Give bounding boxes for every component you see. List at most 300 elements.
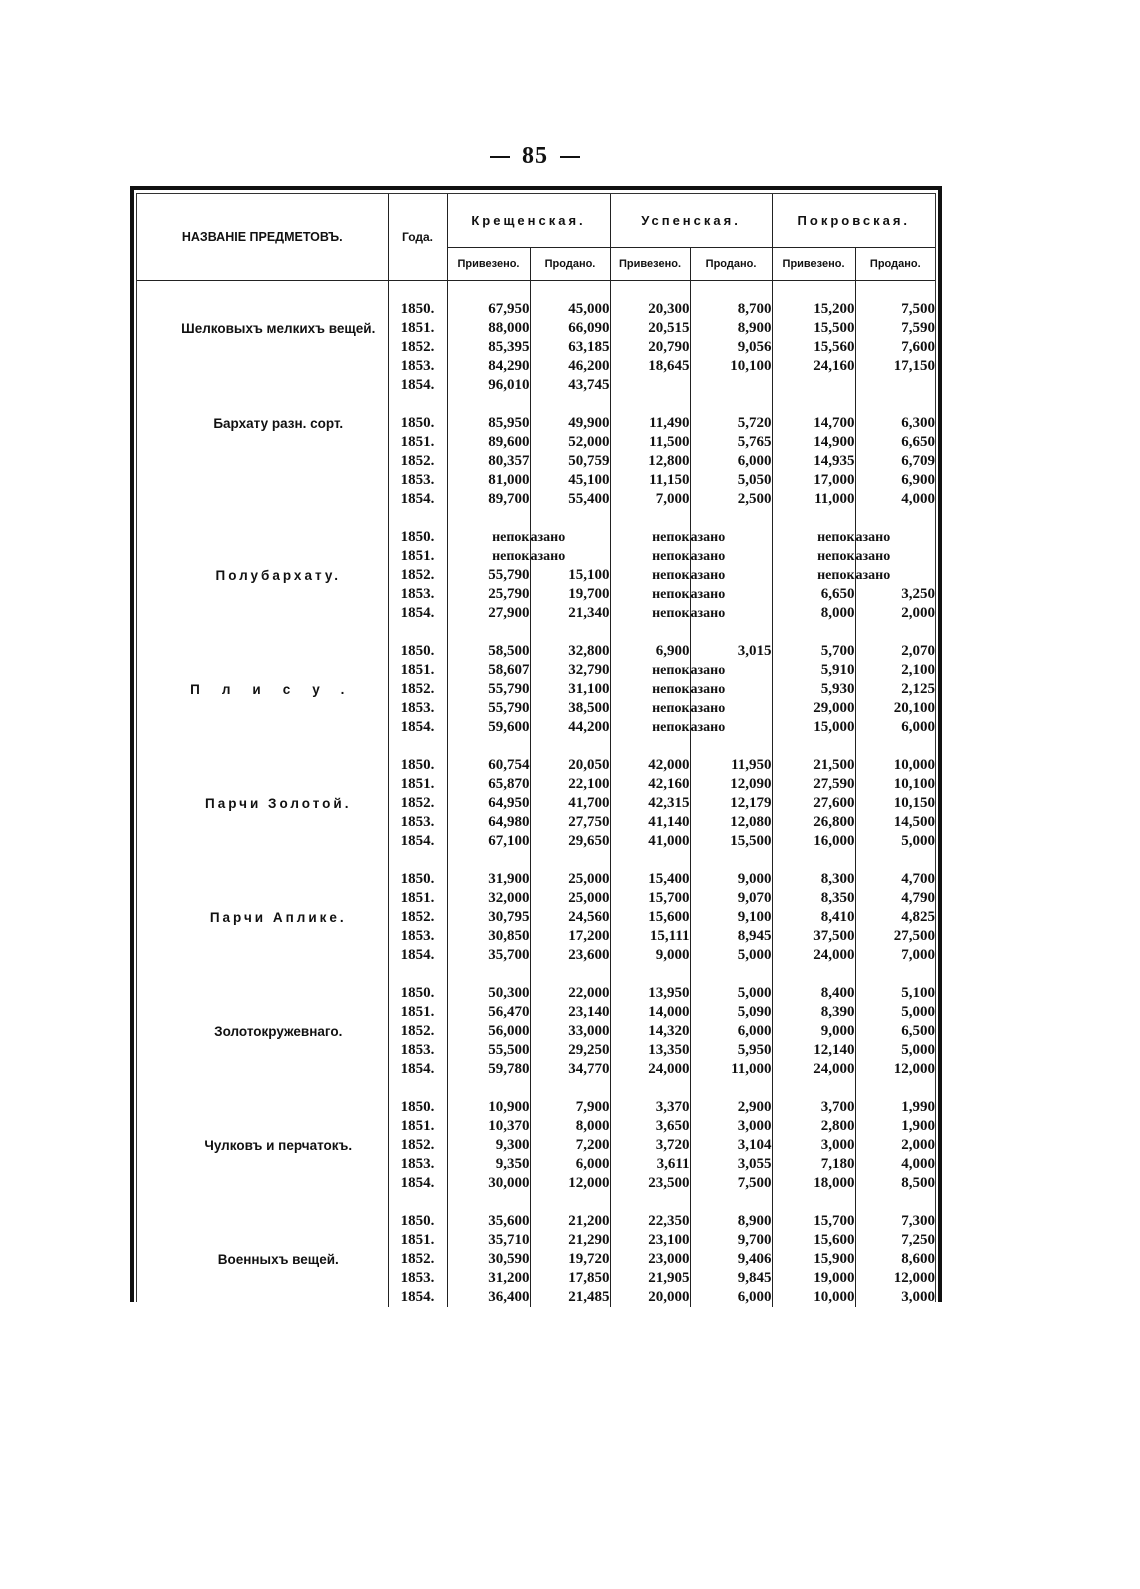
sold-value: 1,990 [901, 1099, 936, 1115]
brought-value: 27,590 [772, 775, 855, 794]
brought-value: 14,320 [610, 1022, 690, 1041]
sold-value: 31,100 [530, 680, 610, 699]
empty-cell [855, 509, 935, 528]
not-shown-cell: непок [610, 680, 690, 699]
empty-cell [855, 1193, 935, 1212]
sold-value: 5,765 [690, 433, 772, 452]
empty-cell [447, 851, 530, 870]
brought-value: 23,500 [610, 1174, 690, 1193]
brought-value: 17,000 [772, 471, 855, 490]
year-cell: 1851. [388, 1231, 447, 1250]
sold-value: 5,090 [690, 1003, 772, 1022]
brought-value: 15,500 [772, 319, 855, 338]
brought-value: 13,350 [610, 1041, 690, 1060]
sold-value: 12,179 [690, 794, 772, 813]
sold-value: 63,185 [530, 338, 610, 357]
empty-cell [388, 509, 447, 528]
brought-value: 31,900 [447, 870, 530, 889]
brought-value: 26,800 [772, 813, 855, 832]
brought-value: 24,160 [772, 357, 855, 376]
brought-value: 56,000 [447, 1022, 530, 1041]
brought-value: 31,200 [447, 1269, 530, 1288]
not-shown-cell: непок [447, 547, 530, 566]
year-cell: 1852. [388, 794, 447, 813]
empty-cell [610, 509, 690, 528]
brought-value: 89,700 [447, 490, 530, 509]
item-name: Военныхъ вещей. [217, 1252, 339, 1267]
year-cell: 1853. [388, 927, 447, 946]
sold-value: 12,080 [690, 813, 772, 832]
item-name-cell [137, 1098, 388, 1193]
empty-cell [530, 395, 610, 414]
brought-value: 41,000 [610, 832, 690, 851]
empty-cell [855, 1079, 935, 1098]
year-cell: 1851. [388, 661, 447, 680]
empty-cell [447, 623, 530, 642]
sold-value: 3,015 [690, 642, 772, 661]
sold-value: 7,250 [901, 1232, 936, 1248]
empty-cell [388, 1079, 447, 1098]
not-shown-cell: азано [690, 680, 772, 699]
brought-value: 80,357 [447, 452, 530, 471]
empty-cell [690, 1193, 772, 1212]
table-row [137, 642, 935, 661]
table-row [137, 984, 935, 1003]
sold-value: 6,900 [901, 472, 936, 488]
brought-value: 35,700 [447, 946, 530, 965]
brought-value: 42,160 [610, 775, 690, 794]
sold-value: 12,000 [530, 1174, 610, 1193]
header-item-name: НАЗВАНІЕ ПРЕДМЕТОВЪ. [137, 194, 388, 281]
sold-value: 17,850 [530, 1269, 610, 1288]
brought-value: 65,870 [447, 775, 530, 794]
empty-cell [690, 965, 772, 984]
year-cell: 1854. [388, 376, 447, 395]
empty-cell [137, 737, 388, 756]
brought-value: 21,905 [610, 1269, 690, 1288]
brought-value: 5,700 [772, 642, 855, 661]
brought-value: 55,790 [447, 566, 530, 585]
brought-value: 67,950 [447, 300, 530, 319]
header-brought: Привезено. [610, 247, 690, 280]
item-name-cell [137, 756, 388, 851]
dash-left [490, 156, 510, 158]
brought-value: 30,850 [447, 927, 530, 946]
empty-cell [690, 1079, 772, 1098]
year-cell: 1853. [388, 585, 447, 604]
brought-value: 8,390 [772, 1003, 855, 1022]
year-cell: 1853. [388, 813, 447, 832]
year-cell: 1850. [388, 756, 447, 775]
empty-cell [772, 1079, 855, 1098]
sold-value: 32,800 [530, 642, 610, 661]
year-cell: 1851. [388, 1117, 447, 1136]
brought-value: 18,645 [610, 357, 690, 376]
brought-value: 10,000 [772, 1288, 855, 1307]
empty-cell [772, 281, 855, 301]
sold-value: 5,000 [901, 1042, 936, 1058]
empty-cell [772, 509, 855, 528]
item-name-cell [137, 414, 388, 509]
sold-value: 3,000 [901, 1289, 936, 1305]
sold-value: 20,050 [530, 756, 610, 775]
sold-value: 7,200 [530, 1136, 610, 1155]
sold-value: 12,090 [690, 775, 772, 794]
sold-value: 5,000 [901, 1004, 936, 1020]
sold-value: 8,600 [901, 1251, 936, 1267]
brought-value: 14,700 [772, 414, 855, 433]
brought-value: 55,790 [447, 680, 530, 699]
brought-value: 18,000 [772, 1174, 855, 1193]
brought-value: 85,395 [447, 338, 530, 357]
empty-cell [610, 1079, 690, 1098]
sold-value: 6,709 [901, 453, 936, 469]
sold-value: 22,100 [530, 775, 610, 794]
item-name: Парчи Золотой. [205, 796, 352, 811]
brought-value: 10,370 [447, 1117, 530, 1136]
sold-value: 5,000 [690, 946, 772, 965]
empty-cell [772, 395, 855, 414]
sold-value: 6,000 [690, 1288, 772, 1307]
brought-value: 3,650 [610, 1117, 690, 1136]
spacer-row [137, 965, 935, 984]
empty-cell [610, 1193, 690, 1212]
sold-value: 52,000 [530, 433, 610, 452]
empty-cell [610, 395, 690, 414]
empty-cell [388, 395, 447, 414]
brought-value: 3,700 [772, 1098, 855, 1117]
empty-cell [388, 851, 447, 870]
brought-value: 37,500 [772, 927, 855, 946]
sold-value: 9,700 [690, 1231, 772, 1250]
empty-cell [137, 965, 388, 984]
sold-value: 49,900 [530, 414, 610, 433]
not-shown-cell: азано [690, 566, 772, 585]
sold-value: 4,790 [901, 890, 936, 906]
brought-value [610, 376, 690, 395]
table-row [137, 870, 935, 889]
year-cell: 1850. [388, 414, 447, 433]
brought-value: 12,140 [772, 1041, 855, 1060]
sold-value: 10,100 [893, 776, 936, 792]
table-body [137, 281, 935, 1308]
frame-border-right [938, 186, 942, 1302]
sold-value: 5,050 [690, 471, 772, 490]
fair-goods-table [137, 194, 935, 1307]
year-cell: 1850. [388, 870, 447, 889]
item-name: Парчи Аплике. [209, 910, 347, 925]
sold-value: 24,560 [530, 908, 610, 927]
brought-value: 15,000 [772, 718, 855, 737]
spacer-row [137, 851, 935, 870]
brought-value: 50,300 [447, 984, 530, 1003]
not-shown-cell: азано [690, 699, 772, 718]
brought-value: 16,000 [772, 832, 855, 851]
sold-value: 19,700 [530, 585, 610, 604]
sold-value: 29,250 [530, 1041, 610, 1060]
sold-value: 4,000 [901, 491, 936, 507]
header-sold: Продано. [530, 247, 610, 280]
sold-value [855, 376, 935, 395]
year-cell: 1853. [388, 1155, 447, 1174]
spacer-row [137, 1079, 935, 1098]
brought-value: 12,800 [610, 452, 690, 471]
sold-value: 6,000 [530, 1155, 610, 1174]
sold-value: 6,300 [901, 415, 936, 431]
brought-value: 36,400 [447, 1288, 530, 1307]
sold-value: 45,000 [530, 300, 610, 319]
sold-value: 17,150 [893, 358, 936, 374]
sold-value: 10,000 [893, 757, 936, 773]
brought-value: 81,000 [447, 471, 530, 490]
brought-value: 58,500 [447, 642, 530, 661]
brought-value: 88,000 [447, 319, 530, 338]
empty-cell [772, 851, 855, 870]
spacer-row [137, 395, 935, 414]
frame-border-top [130, 186, 942, 190]
empty-cell [447, 737, 530, 756]
year-cell: 1852. [388, 1250, 447, 1269]
brought-value: 32,000 [447, 889, 530, 908]
item-name-cell [137, 1212, 388, 1307]
brought-value: 9,000 [772, 1022, 855, 1041]
sold-value: 8,700 [690, 300, 772, 319]
empty-cell [610, 737, 690, 756]
year-cell: 1850. [388, 1098, 447, 1117]
item-name: Бархату разн. сорт. [213, 416, 344, 431]
empty-cell [137, 623, 388, 642]
sold-value: 21,290 [530, 1231, 610, 1250]
year-cell: 1851. [388, 319, 447, 338]
not-shown-cell: непок [772, 547, 855, 566]
brought-value: 15,700 [610, 889, 690, 908]
empty-cell [610, 851, 690, 870]
sold-value: 45,100 [530, 471, 610, 490]
brought-value: 23,100 [610, 1231, 690, 1250]
year-cell: 1854. [388, 1060, 447, 1079]
empty-cell [447, 281, 530, 301]
year-cell: 1853. [388, 1269, 447, 1288]
empty-cell [137, 1193, 388, 1212]
sold-value: 19,720 [530, 1250, 610, 1269]
brought-value: 42,315 [610, 794, 690, 813]
year-cell: 1851. [388, 889, 447, 908]
brought-value: 8,000 [772, 604, 855, 623]
empty-cell [772, 737, 855, 756]
empty-cell [137, 281, 388, 301]
sold-value: 2,000 [901, 1137, 936, 1153]
empty-cell [530, 623, 610, 642]
empty-cell [530, 509, 610, 528]
frame-border-left [130, 186, 134, 1302]
page-number-text: 85 [522, 143, 548, 169]
brought-value: 35,600 [447, 1212, 530, 1231]
sold-value: 8,900 [690, 1212, 772, 1231]
sold-value: 4,700 [901, 871, 936, 887]
empty-cell [530, 1193, 610, 1212]
not-shown-cell: непок [772, 528, 855, 547]
empty-cell [610, 281, 690, 301]
brought-value: 58,607 [447, 661, 530, 680]
not-shown-cell: азано [690, 528, 772, 547]
year-cell: 1851. [388, 1003, 447, 1022]
not-shown-cell: непок [610, 585, 690, 604]
empty-cell [690, 395, 772, 414]
brought-value: 13,950 [610, 984, 690, 1003]
empty-cell [137, 395, 388, 414]
sold-value: 2,125 [901, 681, 936, 697]
sold-value: 9,406 [690, 1250, 772, 1269]
sold-value: 10,100 [690, 357, 772, 376]
sold-value: 55,400 [530, 490, 610, 509]
empty-cell [447, 1193, 530, 1212]
sold-value: 5,720 [690, 414, 772, 433]
year-cell: 1850. [388, 984, 447, 1003]
brought-value: 14,000 [610, 1003, 690, 1022]
brought-value: 15,600 [610, 908, 690, 927]
sold-value: 9,100 [690, 908, 772, 927]
sold-value: 23,600 [530, 946, 610, 965]
empty-cell [772, 623, 855, 642]
brought-value: 67,100 [447, 832, 530, 851]
sold-value: 9,070 [690, 889, 772, 908]
header-year: Года. [388, 194, 447, 281]
brought-value: 15,600 [772, 1231, 855, 1250]
sold-value: 23,140 [530, 1003, 610, 1022]
brought-value: 8,410 [772, 908, 855, 927]
not-shown-cell: непок [610, 718, 690, 737]
brought-value: 30,000 [447, 1174, 530, 1193]
sold-value: 34,770 [530, 1060, 610, 1079]
sold-value: 14,500 [893, 814, 936, 830]
brought-value: 6,900 [610, 642, 690, 661]
sold-value: 6,000 [690, 452, 772, 471]
sold-value: 27,750 [530, 813, 610, 832]
sold-value: 46,200 [530, 357, 610, 376]
not-shown-cell: непок [610, 604, 690, 623]
brought-value: 89,600 [447, 433, 530, 452]
year-cell: 1853. [388, 1041, 447, 1060]
empty-cell [137, 851, 388, 870]
brought-value: 30,795 [447, 908, 530, 927]
header-fair-kreshchenskaya: Крещенская. [447, 194, 610, 247]
brought-value: 3,000 [772, 1136, 855, 1155]
empty-cell [610, 623, 690, 642]
brought-value: 59,600 [447, 718, 530, 737]
year-cell: 1853. [388, 471, 447, 490]
sold-value: 12,000 [893, 1061, 936, 1077]
brought-value: 64,980 [447, 813, 530, 832]
brought-value: 5,930 [772, 680, 855, 699]
empty-cell [447, 509, 530, 528]
empty-cell [530, 851, 610, 870]
year-cell: 1852. [388, 1136, 447, 1155]
sold-value: 21,340 [530, 604, 610, 623]
table-row [137, 528, 935, 547]
item-name-cell [137, 984, 388, 1079]
empty-cell [530, 281, 610, 301]
header-brought: Привезено. [447, 247, 530, 280]
brought-value: 14,900 [772, 433, 855, 452]
empty-cell [855, 737, 935, 756]
empty-cell [690, 509, 772, 528]
brought-value: 60,754 [447, 756, 530, 775]
sold-value: 8,000 [530, 1117, 610, 1136]
sold-value: 50,759 [530, 452, 610, 471]
sold-value: 15,500 [690, 832, 772, 851]
year-cell: 1854. [388, 718, 447, 737]
table-row [137, 300, 935, 319]
brought-value: 24,000 [772, 946, 855, 965]
not-shown-cell: непок [610, 661, 690, 680]
sold-value: 3,104 [690, 1136, 772, 1155]
sold-value: 7,900 [530, 1098, 610, 1117]
brought-value [772, 376, 855, 395]
sold-value: 7,500 [901, 301, 936, 317]
brought-value: 2,800 [772, 1117, 855, 1136]
brought-value: 15,111 [610, 927, 690, 946]
not-shown-cell: непок [610, 699, 690, 718]
table-row [137, 1212, 935, 1231]
brought-value: 64,950 [447, 794, 530, 813]
sold-value: 44,200 [530, 718, 610, 737]
empty-cell [855, 851, 935, 870]
page-number [0, 143, 1070, 170]
sold-value: 32,790 [530, 661, 610, 680]
empty-cell [137, 509, 388, 528]
item-name: Шелковыхъ мелкихъ вещей. [181, 321, 376, 336]
brought-value: 30,590 [447, 1250, 530, 1269]
brought-value: 56,470 [447, 1003, 530, 1022]
brought-value: 15,900 [772, 1250, 855, 1269]
sold-value: 11,000 [690, 1060, 772, 1079]
item-name-cell [137, 870, 388, 965]
sold-value: 41,700 [530, 794, 610, 813]
not-shown-cell: азано [855, 568, 891, 583]
brought-value: 3,370 [610, 1098, 690, 1117]
brought-value: 5,910 [772, 661, 855, 680]
sold-value: 3,250 [901, 586, 936, 602]
header-brought: Привезено. [772, 247, 855, 280]
sold-value: 2,900 [690, 1098, 772, 1117]
year-cell: 1853. [388, 357, 447, 376]
spacer-row [137, 623, 935, 642]
sold-value: 8,500 [901, 1175, 936, 1191]
not-shown-cell: азано [530, 528, 610, 547]
sold-value: 5,950 [690, 1041, 772, 1060]
sold-value: 1,900 [901, 1118, 936, 1134]
brought-value: 21,500 [772, 756, 855, 775]
not-shown-cell: азано [690, 585, 772, 604]
empty-cell [447, 1079, 530, 1098]
brought-value: 24,000 [610, 1060, 690, 1079]
sold-value: 7,600 [901, 339, 936, 355]
sold-value: 12,000 [893, 1270, 936, 1286]
year-cell: 1854. [388, 832, 447, 851]
brought-value: 8,300 [772, 870, 855, 889]
sold-value: 5,000 [901, 833, 936, 849]
sold-value: 20,100 [893, 700, 936, 716]
empty-cell [388, 737, 447, 756]
header-fair-uspenskaya: Успенская. [610, 194, 772, 247]
brought-value: 14,935 [772, 452, 855, 471]
not-shown-cell: непок [772, 566, 855, 585]
brought-value: 35,710 [447, 1231, 530, 1250]
year-cell: 1852. [388, 680, 447, 699]
brought-value: 9,350 [447, 1155, 530, 1174]
spacer-row [137, 1193, 935, 1212]
brought-value: 29,000 [772, 699, 855, 718]
